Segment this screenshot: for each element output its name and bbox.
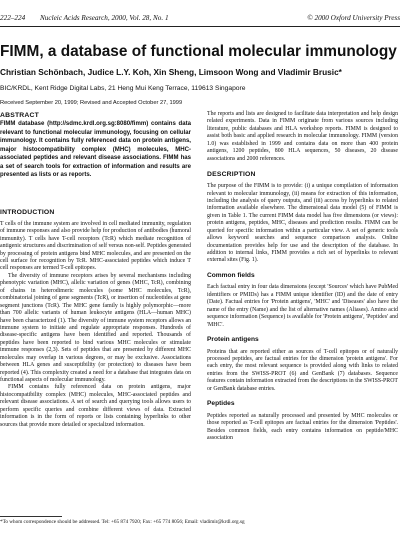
protein-antigens-paragraph: Proteins that are reported either as sources of T-cell epitopes or of naturally processed peptides, are factual entries for the dimension 'protein antigens'. For each entry, the most relevant sequence is provided along with links to related entries from the SWISS-PROT (6) and GenBank (7) databases. Sequence features contain information extracted from the descriptions in the SWISS-PROT or GenBank database entries. [207,348,398,392]
description-heading: DESCRIPTION [207,171,256,179]
intro-continued: The reports and lists are designed to facilitate data interpretation and help design related experiments. Data in FIMM originate from various sources including literature, public databases and HLA workshop reports. FIMM is designed to assist both basic and applied research in molecular immunology. FIMM (version 1.0) was established in 1999 and contains data on more than 400 protein antigens, 1200 peptides, 800 HLA sequences, 50 diseases, 20 disease associations and 2000 references. [207,111,398,162]
footnote-rule [0,516,62,517]
affiliation: BIC/KRDL, Kent Ridge Digital Labs, 21 Heng Mui Keng Terrace, 119613 Singapore [0,85,246,92]
description-paragraph: The purpose of the FIMM is to provide: (i) a unique compilation of information relevant to molecular immunology, (ii) means for extraction of this information, including the analysis of query outputs, and (iii) access by hyperlinks to related information available elsewhere. The dimensional data model (5) of FIMM is given in Table 1. The current FIMM data model has five dimensions (or views): protein antigens, peptides, MHC, diseases and prediction results. FIMM can be queried for specific information within a particular view. A set of generic tools allows keyword searches and sequence comparison analysis. Online documentation provides help for use and the description of the database. In addition to internal links, FIMM provides a rich set of hyperlinks to relevant external sites (Fig. 1). [207,183,398,264]
publisher-notice: © 2000 Oxford University Press [307,14,400,22]
paper-title: FIMM, a database of functional molecular immunology [0,43,397,60]
abstract-text: FIMM database (http://sdmc.krdl.org.sg:8080/fimm) contains data relevant to functional molecular immunology, focusing on cellular immunology. It contains fully referenced data on protein antigens, major histocompatibility complex (MHC) molecules, MHC-associated peptides and relevant disease associations. FIMM has a set of search tools for extraction of information and results are presented as lists or as reports. [0,121,191,179]
received-dates: Received September 20, 1999; Revised and Accepted October 27, 1999 [0,100,183,106]
intro-paragraph-3: FIMM contains fully referenced data on protein antigens, major histocompatibility complex (MHC) molecules, MHC-associated peptides and relevant disease associations. A set of search and querying tools allows users to perform specific queries and combine different views of data. Extracted information is in the form of reports or lists containing hyperlinks to other sources that provide more detailed or specialized information. [0,384,191,428]
page-range: 222–224 [0,14,26,22]
journal-citation: Nucleic Acids Research, 2000, Vol. 28, No. 1 [40,14,169,22]
peptides-paragraph: Peptides reported as naturally processed and presented by MHC molecules or those reported as T-cell epitopes are factual entries for the dimension 'Peptides'. Besides common fields, each entry contains information on peptide/MHC association [207,412,398,441]
author-list: Christian Schönbach, Judice L.Y. Koh, Xin Sheng, Limsoon Wong and Vladimir Brusic* [0,67,342,77]
common-fields-paragraph: Each factual entry in four data dimensions (except 'Sources' which have PubMed identifiers or PMIDs) has a FIMM unique identifier (ID) and the date of entry (Date). Factual entries for 'Protein antigens', 'MHC' and 'Diseases' also have the name of the entry (Name) and the list of alternative names (Aliases). Amino acid sequence information (Sequence) is available for 'Protein antigens', 'Peptides' and 'MHC'. [207,284,398,328]
introduction-heading: INTRODUCTION [0,208,55,216]
common-fields-heading: Common fields [207,271,255,279]
intro-paragraph-2: The diversity of immune receptors arises by several mechanisms including phenotypic variation (MHC), allelic variation of genes (MHC, TcR), combining of chains in heterodimeric molecules (some MHC molecules, TcR), combinatorial joining of gene segments (TcR), or insertion of nucleotides at gene segment junctions (TcR). The MHC gene family is highly polymorphic—more than 700 allelic variants of human leukocyte antigens (HLA—human MHC) have been characterized (1). The diversity of immune system receptors allows an immune system to initiate and regulate appropriate responses. Hundreds of disease-specific antigens have been identified and reported. Thousands of peptides have been reported to bind various MHC molecules or stimulate immune responses (2,3). Sets of peptides that are presented by different MHC molecules may overlap in various degrees, or may be exclusive. Associations between HLA genes and susceptibility (or protection) to diseases have been reported (4). This complexity created a need for a database that integrates data on functional aspects of molecular immunology. [0,272,191,384]
running-head [0,11,400,25]
left-column [0,111,191,429]
correspondence-footnote: *To whom correspondence should be addressed. Tel: +65 874 7920; Fax: +65 774 8056; Email: vladimir@krdl.org.sg [0,519,245,525]
abstract-heading: ABSTRACT [0,112,39,119]
right-column [207,111,398,442]
header-rule [0,26,400,27]
peptides-heading: Peptides [207,400,235,408]
protein-antigens-heading: Protein antigens [207,336,259,343]
intro-paragraph-1: T cells of the immune system are involved in cell mediated immunity, regulation of immune responses and also provide help for production of antibodies (humoral immunity). T cells have T-cell receptors (TcR) which mediate recognition of antigenic structures and discrimination of self versus non-self. Peptides generated by processing of protein antigens bind MHC molecules, and are presented on the cell surface for recognition by TcR. MHC-associated peptides which induce T cell responses are termed T-cell epitopes. [0,220,192,272]
